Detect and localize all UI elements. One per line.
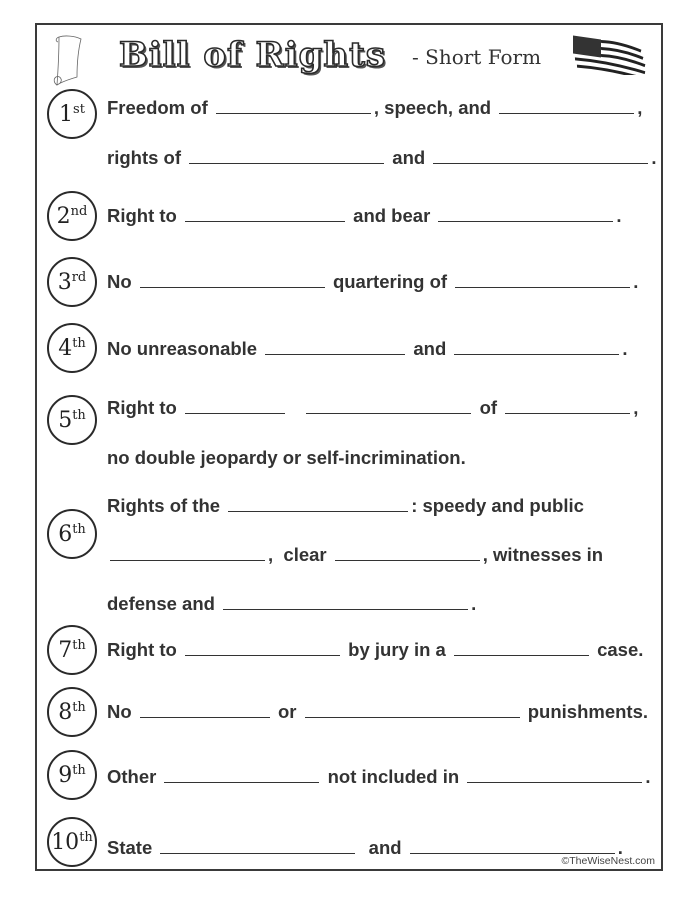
- statement-text: .: [616, 205, 622, 226]
- amendment-text-line: [107, 147, 656, 169]
- amendment-ordinal-suffix: th: [72, 521, 86, 537]
- amendment-number: 7: [58, 637, 73, 663]
- statement-text: ,: [633, 397, 639, 418]
- fill-in-blank[interactable]: [223, 593, 468, 610]
- fill-in-blank[interactable]: [433, 147, 648, 164]
- amendment-ordinal-suffix: th: [72, 335, 86, 351]
- amendment-text-line: [107, 593, 476, 615]
- amendment-text-line: [107, 837, 623, 859]
- american-flag-icon: [569, 35, 649, 75]
- statement-text: and: [408, 338, 452, 359]
- fill-in-blank[interactable]: [335, 544, 480, 561]
- amendment-number-badge: [47, 509, 97, 559]
- amendment-ordinal-suffix: rd: [71, 269, 87, 285]
- statement-text: and: [358, 837, 407, 858]
- fill-in-blank[interactable]: [228, 495, 408, 512]
- header: [37, 25, 661, 95]
- amendment-number-badge: [47, 750, 97, 800]
- statement-text: .: [651, 147, 657, 168]
- fill-in-blank[interactable]: [185, 205, 345, 222]
- fill-in-blank[interactable]: [164, 766, 319, 783]
- copyright-text: ©TheWiseNest.com: [561, 855, 655, 867]
- amendment-number: 6: [58, 521, 73, 547]
- statement-text: No unreasonable: [107, 338, 263, 359]
- statement-text: Right to: [107, 397, 183, 418]
- statement-text: [288, 397, 303, 418]
- amendment-ordinal-suffix: th: [72, 762, 86, 778]
- fill-in-blank[interactable]: [505, 397, 630, 414]
- statement-text: State: [107, 837, 158, 858]
- fill-in-blank[interactable]: [454, 338, 619, 355]
- statement-text: , speech, and: [373, 97, 497, 118]
- fill-in-blank[interactable]: [306, 397, 471, 414]
- amendment-text-line: [107, 271, 638, 293]
- page-title: Bill of Rights: [119, 35, 386, 75]
- amendment-number-badge: [47, 817, 97, 867]
- statement-text: of: [474, 397, 503, 418]
- fill-in-blank[interactable]: [499, 97, 634, 114]
- amendment-text-line: [107, 97, 642, 119]
- statement-text: Rights of the: [107, 495, 226, 516]
- statement-text: ,: [637, 97, 643, 118]
- amendment-number: 9: [58, 762, 73, 788]
- amendment-number: 5: [58, 407, 73, 433]
- amendment-number: 1: [59, 101, 74, 127]
- statement-text: not included in: [322, 766, 465, 787]
- amendment-text-line: [107, 447, 466, 469]
- amendment-number: 3: [57, 269, 72, 295]
- fill-in-blank[interactable]: [110, 544, 265, 561]
- statement-text: rights of: [107, 147, 187, 168]
- amendment-number: 2: [56, 203, 71, 229]
- statement-text: No: [107, 271, 137, 292]
- fill-in-blank[interactable]: [454, 639, 589, 656]
- fill-in-blank[interactable]: [305, 701, 520, 718]
- amendment-text-line: [107, 397, 638, 419]
- statement-text: No: [107, 701, 137, 722]
- amendment-ordinal-suffix: nd: [70, 203, 88, 219]
- amendment-text-line: [107, 205, 622, 227]
- amendment-text-line: [107, 338, 628, 360]
- amendment-number: 10: [51, 829, 80, 855]
- amendment-ordinal-suffix: th: [72, 699, 86, 715]
- fill-in-blank[interactable]: [140, 701, 270, 718]
- amendment-number-badge: [47, 395, 97, 445]
- scroll-icon: [51, 33, 85, 91]
- statement-text: .: [633, 271, 639, 292]
- amendment-text-line: [107, 495, 584, 517]
- fill-in-blank[interactable]: [265, 338, 405, 355]
- statement-text: Freedom of: [107, 97, 213, 118]
- statement-text: defense and: [107, 593, 221, 614]
- amendment-text-line: [107, 639, 643, 661]
- fill-in-blank[interactable]: [216, 97, 371, 114]
- statement-text: .: [622, 338, 628, 359]
- statement-text: : speedy and public: [411, 495, 584, 516]
- statement-text: no double jeopardy or self-incrimination.: [107, 447, 466, 468]
- fill-in-blank[interactable]: [140, 271, 325, 288]
- amendment-number-badge: [47, 323, 97, 373]
- fill-in-blank[interactable]: [185, 639, 340, 656]
- statement-text: .: [617, 837, 623, 858]
- page-subtitle: - Short Form: [412, 45, 542, 69]
- amendment-number: 4: [58, 335, 73, 361]
- amendment-number-badge: [47, 687, 97, 737]
- amendment-ordinal-suffix: th: [72, 407, 86, 423]
- amendment-ordinal-suffix: st: [73, 101, 85, 117]
- fill-in-blank[interactable]: [467, 766, 642, 783]
- amendment-ordinal-suffix: th: [72, 637, 86, 653]
- statement-text: Right to: [107, 639, 183, 660]
- fill-in-blank[interactable]: [189, 147, 384, 164]
- statement-text: by jury in a: [343, 639, 451, 660]
- statement-text: Other: [107, 766, 162, 787]
- amendment-number-badge: [47, 89, 97, 139]
- statement-text: .: [471, 593, 477, 614]
- statement-text: or: [272, 701, 302, 722]
- fill-in-blank[interactable]: [160, 837, 355, 854]
- statement-text: , clear: [268, 544, 332, 565]
- statement-text: and bear: [348, 205, 436, 226]
- statement-text: and: [387, 147, 431, 168]
- worksheet-frame: [35, 23, 663, 871]
- fill-in-blank[interactable]: [410, 837, 615, 854]
- amendment-number: 8: [58, 699, 73, 725]
- statement-text: case.: [591, 639, 644, 660]
- amendment-number-badge: [47, 625, 97, 675]
- statement-text: punishments.: [522, 701, 648, 722]
- fill-in-blank[interactable]: [438, 205, 613, 222]
- amendment-text-line: [107, 544, 603, 566]
- fill-in-blank[interactable]: [455, 271, 630, 288]
- amendment-text-line: [107, 766, 650, 788]
- statement-text: .: [645, 766, 651, 787]
- statement-text: quartering of: [327, 271, 453, 292]
- statement-text: , witnesses in: [482, 544, 604, 565]
- statement-text: Right to: [107, 205, 183, 226]
- amendment-ordinal-suffix: th: [79, 829, 93, 845]
- amendment-number-badge: [47, 191, 97, 241]
- fill-in-blank[interactable]: [185, 397, 285, 414]
- amendment-number-badge: [47, 257, 97, 307]
- amendment-text-line: [107, 701, 648, 723]
